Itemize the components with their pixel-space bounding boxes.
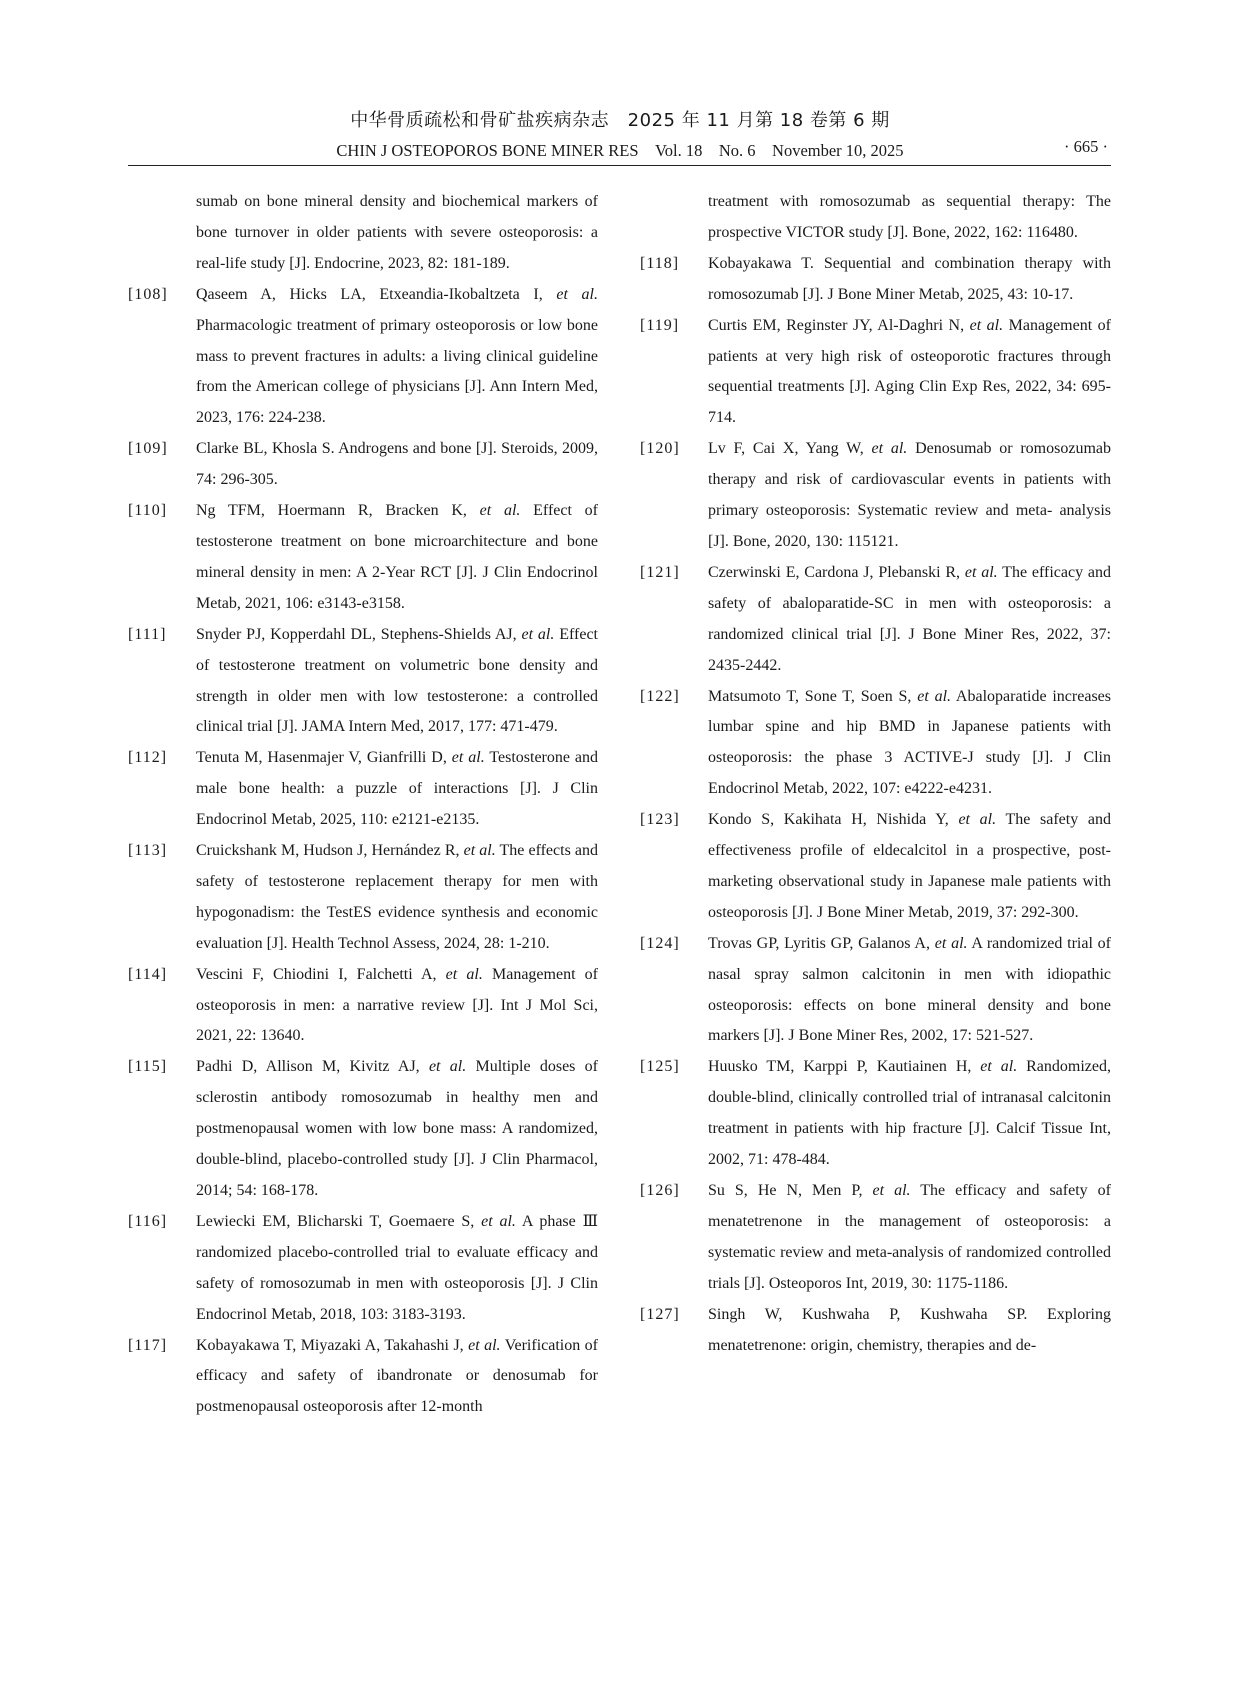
reference-entry <box>640 805 1111 929</box>
reference-column-right <box>640 187 1111 1361</box>
reference-number: [125] <box>640 1058 680 1076</box>
reference-entry <box>640 311 1111 435</box>
reference-entry <box>640 558 1111 682</box>
reference-text: Lewiecki EM, Blicharski T, Goemaere S, et al. A phase Ⅲ randomized placebo-controlled trial to evaluate efficacy and safety of romosozumab in men with osteoporosis [J]. J Clin Endocrinol Metab, 2018, 103: 3183-3193. <box>196 1212 598 1323</box>
reference-text: Curtis EM, Reginster JY, Al-Daghri N, et al. Management of patients at very high risk of osteoporotic fractures through sequential treatments [J]. Aging Clin Exp Res, 2022, 34: 695-714. <box>708 316 1111 427</box>
reference-entry <box>640 682 1111 806</box>
reference-entry <box>128 1052 598 1207</box>
reference-text: Huusko TM, Karppi P, Kautiainen H, et al. Randomized, double-blind, clinically controlled trial of intranasal calcitonin treatment in patients with hip fracture [J]. Calcif Tissue Int, 2002, 71: 478-484. <box>708 1058 1112 1169</box>
reference-text: Singh W, Kushwaha P, Kushwaha SP. Exploring menatetrenone: origin, chemistry, therapies and de- <box>708 1305 1111 1354</box>
reference-number: [116] <box>128 1212 168 1230</box>
journal-title-chinese: 中华骨质疏松和骨矿盐疾病杂志 2025 年 11 月第 18 卷第 6 期 <box>350 110 890 131</box>
reference-text: Tenuta M, Hasenmajer V, Gianfrilli D, et al. Testosterone and male bone health: a puzzle of interactions [J]. J Clin Endocrinol Metab, 2025, 110: e2121-e2135. <box>196 749 598 829</box>
reference-number: [127] <box>640 1305 680 1323</box>
reference-text: Kondo S, Kakihata H, Nishida Y, et al. The safety and effectiveness profile of eldecalcitol in a prospective, post-marketing observational study in Japanese male patients with osteoporosis [J]. J Bone Miner Metab, 2019, 37: 292-300. <box>708 811 1112 921</box>
reference-entry <box>640 187 1111 249</box>
reference-text: Kobayakawa T. Sequential and combination therapy with romosozumab [J]. J Bone Miner Metab, 2025, 43: 10-17. <box>708 254 1111 303</box>
reference-number: [113] <box>128 842 168 860</box>
reference-text: Clarke BL, Khosla S. Androgens and bone [J]. Steroids, 2009, 74: 296-305. <box>196 440 598 489</box>
reference-entry <box>128 743 598 836</box>
reference-number: [118] <box>640 254 680 272</box>
reference-number: [110] <box>128 502 168 520</box>
reference-text: Vescini F, Chiodini I, Falchetti A, et al. Management of osteoporosis in men: a narrative review [J]. Int J Mol Sci, 2021, 22: 13640. <box>196 965 598 1045</box>
reference-text: Padhi D, Allison M, Kivitz AJ, et al. Multiple doses of sclerostin antibody romosozumab in healthy men and postmenopausal women with low bone mass: A randomized, double-blind, placebo-controlled study [J]. J Clin Pharmacol, 2014; 54: 168-178. <box>196 1058 598 1199</box>
reference-entry <box>640 249 1111 311</box>
reference-text: Su S, He N, Men P, et al. The efficacy and safety of menatetrenone in the management of osteoporosis: a systematic review and meta-analysis of randomized controlled trials [J]. Osteoporos Int, 2019, 30: 1175-1186. <box>708 1182 1111 1292</box>
reference-text: Cruickshank M, Hudson J, Hernández R, et al. The effects and safety of testosterone replacement therapy for men with hypogonadism: the TestES evidence synthesis and economic evaluation [J]. Health Technol Assess, 2024, 28: 1-210. <box>196 842 599 952</box>
reference-entry <box>640 929 1111 1053</box>
reference-number: [114] <box>128 965 168 983</box>
reference-entry <box>128 620 598 744</box>
reference-entry <box>128 496 598 620</box>
page-number: · 665 · <box>1064 137 1108 156</box>
reference-column-left <box>128 187 598 1423</box>
reference-entry <box>128 434 598 496</box>
reference-entry <box>128 1331 598 1424</box>
reference-text: Czerwinski E, Cardona J, Plebanski R, et al. The efficacy and safety of abaloparatide-SC in men with osteoporosis: a randomized clinical trial [J]. J Bone Miner Res, 2022, 37: 2435-2442. <box>708 563 1111 674</box>
reference-text: Ng TFM, Hoermann R, Bracken K, et al. Effect of testosterone treatment on bone microarchitecture and bone mineral density in men: A 2-Year RCT [J]. J Clin Endocrinol Metab, 2021, 106: e3143-e3158. <box>196 502 598 612</box>
reference-number: [121] <box>640 563 680 581</box>
reference-text: Snyder PJ, Kopperdahl DL, Stephens-Shields AJ, et al. Effect of testosterone treatment on volumetric bone density and strength in older men with low testosterone: a controlled clinical trial [J]. JAMA Intern Med, 2017, 177: 471-479. <box>196 625 598 736</box>
reference-entry <box>640 1052 1111 1176</box>
header-divider <box>128 165 1111 166</box>
reference-number: [123] <box>640 811 680 829</box>
reference-entry <box>128 187 598 280</box>
reference-number: [119] <box>640 316 680 334</box>
reference-entry <box>128 836 598 960</box>
reference-text: treatment with romosozumab as sequential therapy: The prospective VICTOR study [J]. Bone, 2022, 162: 116480. <box>708 193 1111 241</box>
reference-number: [120] <box>640 440 680 458</box>
reference-entry <box>128 280 598 435</box>
journal-title-english: CHIN J OSTEOPOROS BONE MINER RES Vol. 18 No. 6 November 10, 2025 <box>336 141 904 160</box>
reference-number: [115] <box>128 1058 168 1076</box>
reference-number: [124] <box>640 934 680 952</box>
reference-text: Matsumoto T, Sone T, Soen S, et al. Abaloparatide increases lumbar spine and hip BMD in Japanese patients with osteoporosis: the phase 3 ACTIVE-J study [J]. J Clin Endocrinol Metab, 2022, 107: e4222-e4231. <box>708 687 1111 798</box>
reference-text: sumab on bone mineral density and biochemical markers of bone turnover in older patients with severe osteoporosis: a real-life study [J]. Endocrine, 2023, 82: 181-189. <box>196 193 598 272</box>
reference-entry <box>128 960 598 1053</box>
reference-text: Kobayakawa T, Miyazaki A, Takahashi J, et al. Verification of efficacy and safety of ibandronate or denosumab for postmenopausal osteoporosis after 12-month <box>196 1336 599 1416</box>
reference-text: Qaseem A, Hicks LA, Etxeandia-Ikobaltzeta I, et al. Pharmacologic treatment of primary osteoporosis or low bone mass to prevent fractures in adults: a living clinical guideline from the American college of physicians [J]. Ann Intern Med, 2023, 176: 224-238. <box>196 285 598 427</box>
reference-number: [111] <box>128 625 167 643</box>
reference-entry <box>640 1176 1111 1300</box>
reference-number: [108] <box>128 285 168 303</box>
reference-number: [126] <box>640 1182 680 1199</box>
reference-number: [112] <box>128 749 168 767</box>
reference-entry <box>128 1207 598 1331</box>
reference-number: [109] <box>128 440 168 458</box>
reference-number: [122] <box>640 687 680 705</box>
reference-entry <box>640 1300 1111 1362</box>
reference-text: Lv F, Cai X, Yang W, et al. Denosumab or romosozumab therapy and risk of cardiovascular events in patients with primary osteoporosis: Systematic review and meta- analysis [J]. Bone, 2020, 130: 115121. <box>708 440 1112 550</box>
reference-entry <box>640 434 1111 558</box>
reference-text: Trovas GP, Lyritis GP, Galanos A, et al. A randomized trial of nasal spray salmon calcitonin in men with idiopathic osteoporosis: effects on bone mineral density and bone markers [J]. J Bone Miner Res, 2002, 17: 521-527. <box>708 934 1112 1045</box>
reference-number: [117] <box>128 1336 168 1354</box>
